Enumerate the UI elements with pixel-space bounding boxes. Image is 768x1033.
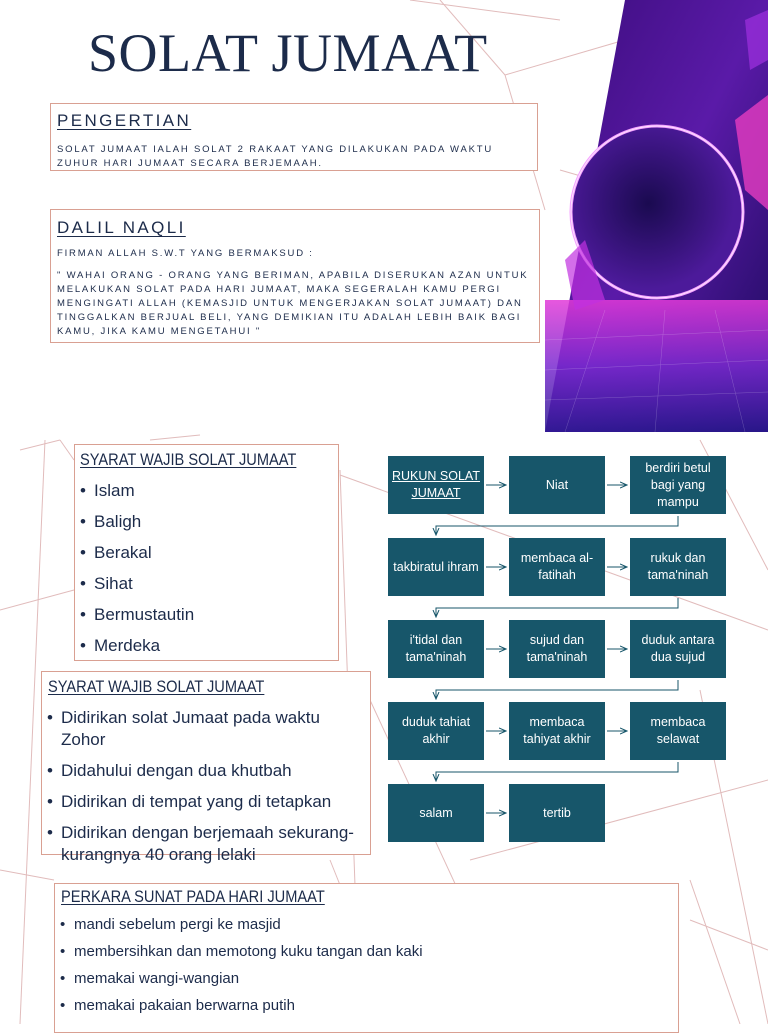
rukun-heading: RUKUN SOLAT JUMAAT bbox=[388, 456, 484, 514]
list-item: • Islam bbox=[80, 480, 330, 511]
list-item: • Baligh bbox=[80, 511, 330, 542]
pengertian-body: SOLAT JUMAAT IALAH SOLAT 2 RAKAAT YANG DILAKUKAN PADA WAKTU ZUHUR HARI JUMAAT SECARA BERJEMAAH. bbox=[57, 144, 493, 169]
dalil-section bbox=[50, 209, 540, 343]
rukun-step: tertib bbox=[509, 784, 605, 842]
dalil-intro: FIRMAN ALLAH S.W.T YANG BERMAKSUD : bbox=[57, 248, 314, 259]
hero-neon-image bbox=[545, 0, 768, 432]
pengertian-section bbox=[50, 103, 538, 171]
syarat-wajib-heading: SYARAT WAJIB SOLAT JUMAAT bbox=[80, 450, 297, 469]
sunat-section bbox=[54, 883, 679, 1033]
rukun-step: sujud dan tama'ninah bbox=[509, 620, 605, 678]
list-item: • Merdeka bbox=[80, 635, 330, 666]
syarat-sah-list bbox=[47, 707, 365, 875]
list-item: • Bermustautin bbox=[80, 604, 330, 635]
rukun-step: berdiri betul bagi yang mampu bbox=[630, 456, 726, 514]
syarat-sah-section bbox=[41, 671, 371, 864]
rukun-step: duduk antara dua sujud bbox=[630, 620, 726, 678]
list-item: • Didirikan dengan berjemaah sekurang-kurangnya 40 orang lelaki bbox=[47, 822, 365, 866]
sunat-list bbox=[60, 915, 670, 1023]
rukun-step: membaca al-fatihah bbox=[509, 538, 605, 596]
list-item: • Didirikan di tempat yang di tetapkan bbox=[47, 791, 365, 813]
list-item: • mandi sebelum pergi ke masjid bbox=[60, 915, 670, 942]
list-item: • membersihkan dan memotong kuku tangan dan kaki bbox=[60, 942, 670, 969]
list-item: • Didahului dengan dua khutbah bbox=[47, 760, 365, 782]
dalil-quote: " WAHAI ORANG - ORANG YANG BERIMAN, APABILA DISERUKAN AZAN UNTUK MELAKUKAN SOLAT PADA HARI JUMAAT, MAKA SEGERALAH KAMU PERGI MENGINGATI ALLAH (KEMASJID UNTUK MENGERJAKAN SOLAT JUMAAT) DAN TINGGALKAN BERJUAL BELI, YANG DEMIKIAN ITU ADALAH LEBIH BAIK BAGI KAMU, JIKA KAMU MENGETAHUI " bbox=[57, 270, 529, 337]
list-item: • Sihat bbox=[80, 573, 330, 604]
rukun-step: takbiratul ihram bbox=[388, 538, 484, 596]
rukun-step: salam bbox=[388, 784, 484, 842]
rukun-step: Niat bbox=[509, 456, 605, 514]
list-item: • Didirikan solat Jumaat pada waktu Zohor bbox=[47, 707, 365, 751]
page-title: SOLAT JUMAAT bbox=[88, 23, 488, 83]
syarat-sah-heading: SYARAT WAJIB SOLAT JUMAAT bbox=[48, 677, 265, 696]
sunat-heading: PERKARA SUNAT PADA HARI JUMAAT bbox=[61, 887, 325, 906]
syarat-wajib-section bbox=[74, 444, 339, 661]
rukun-step: duduk tahiat akhir bbox=[388, 702, 484, 760]
pengertian-heading: PENGERTIAN bbox=[57, 111, 192, 130]
rukun-step: rukuk dan tama'ninah bbox=[630, 538, 726, 596]
rukun-step: membaca tahiyat akhir bbox=[509, 702, 605, 760]
dalil-heading: DALIL NAQLI bbox=[57, 218, 186, 237]
list-item: • memakai wangi-wangian bbox=[60, 969, 670, 996]
rukun-step: membaca selawat bbox=[630, 702, 726, 760]
syarat-wajib-list bbox=[80, 480, 330, 666]
list-item: • Berakal bbox=[80, 542, 330, 573]
list-item: • memakai pakaian berwarna putih bbox=[60, 996, 670, 1023]
rukun-step: i'tidal dan tama'ninah bbox=[388, 620, 484, 678]
